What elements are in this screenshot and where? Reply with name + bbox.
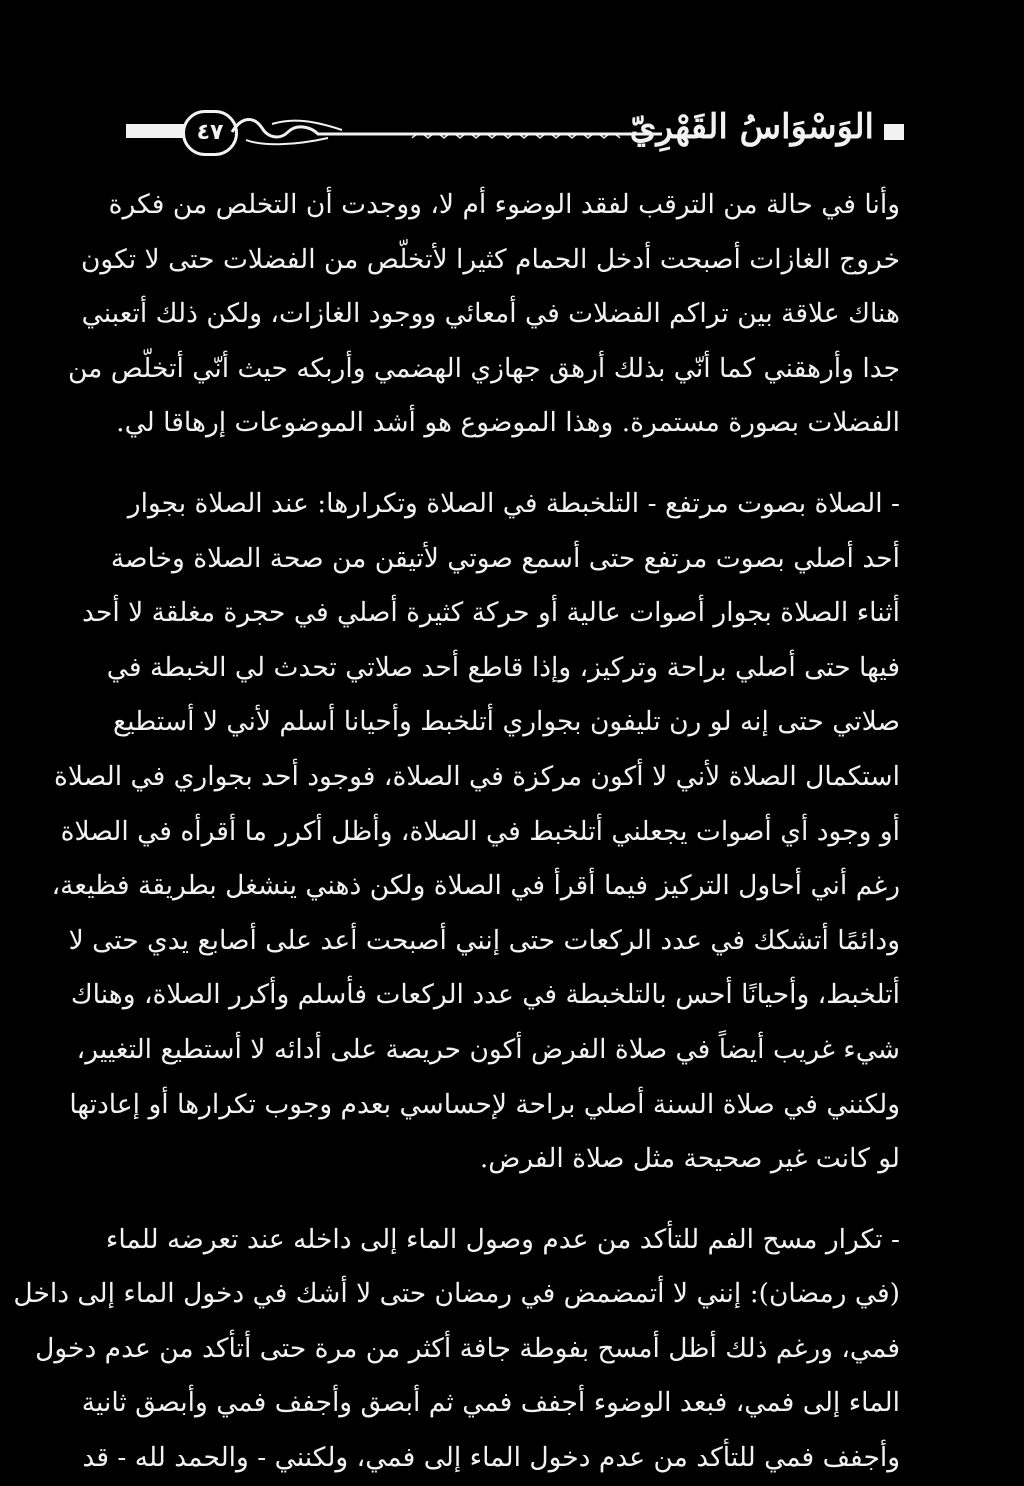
text-line: الفضلات بصورة مستمرة. وهذا الموضوع هو أشد الموضوعات إرهاقا لي. [116,407,900,439]
header-left-bar [126,124,186,138]
text-line: خروج الغازات أصبحت أدخل الحمام كثيرا لأتخلّص من الفضلات حتى لا تكون [80,243,900,275]
page-number: ٤٧ [196,120,224,145]
text-line: فيها حتى أصلي براحة وتركيز، وإذا قاطع أحد صلاتي تحدث لي الخبطة في [106,651,900,683]
body-text [13,178,900,1486]
text-line: أو وجود أي أصوات يجعلني أتلخبط في الصلاة، وأظل أكرر ما أقرأه في الصلاة [60,815,900,847]
text-line: أحد أصلي بصوت مرتفع حتى أسمع صوتي لأتيقن من صحة الصلاة وخاصة [110,542,900,574]
text-line: رغم أني أحاول التركيز فيما أقرأ في الصلاة ولكن ذهني ينشغل بطريقة فظيعة، [51,870,900,902]
text-line: وأجفف فمي للتأكد من عدم دخول الماء إلى فمي، ولكنني - والحمد لله - قد [82,1442,900,1474]
paragraph-gap [122,451,900,477]
header-title: الوَسْوَاسُ القَهْرِيّ [629,107,874,147]
text-line: ولكنني في صلاة السنة أصلي براحة لإحساسي بعدم وجوب تكرارها أو إعادتها [69,1088,900,1120]
text-line: صلاتي حتى إنه لو رن تليفون بجواري أتلخبط وأحيانا أسلم لأني لا أستطيع [113,706,900,738]
page-header [120,100,904,164]
text-line: - تكرار مسح الفم للتأكد من عدم وصول الماء إلى داخله عند تعرضه للماء [105,1223,900,1255]
text-line: جدا وأرهقني كما أنّي بذلك أرهق جهازي الهضمي وأربكه حيث أنّي أتخلّص من [67,352,900,384]
text-line: فمي، ورغم ذلك أظل أمسح بفوطة جافة أكثر من مرة حتى أتأكد من عدم دخول [35,1332,900,1364]
header-right-square [884,124,904,140]
paragraph-3 [13,1213,900,1486]
text-line: استكمال الصلاة لأني لا أكون مركزة في الصلاة، فوجود أحد بجواري في الصلاة [53,760,900,792]
text-line: شيء غريب أيضاً في صلاة الفرض أكون حريصة على أدائه لا أستطيع التغيير، [76,1033,900,1065]
paragraph-gap [122,1187,900,1213]
text-line: ودائمًا أتشكك في عدد الركعات حتى إنني أصبحت أعد على أصابع يدي حتى لا [68,924,900,956]
paragraph-1 [67,178,900,451]
text-line: وأنا في حالة من الترقب لفقد الوضوء أم لا، ووجدت أن التخلص من فكرة [108,189,900,220]
page-number-badge [182,110,238,156]
text-line: أتلخبط، وأحيانًا أحس بالتلخبطة في عدد الركعات فأسلم وأكرر الصلاة، وهناك [70,979,900,1011]
text-line: أثناء الصلاة بجوار أصوات عالية أو حركة كثيرة أصلي في حجرة مغلقة لا أحد [82,597,900,629]
text-line: الماء إلى فمي، فبعد الوضوء أجفف فمي ثم أبصق وأجفف فمي وأبصق ثانية [81,1387,900,1419]
paragraph-2 [51,477,900,1187]
text-line: لو كانت غير صحيحة مثل صلاة الفرض. [479,1143,900,1175]
header-ornament-line [232,110,662,154]
text-line: - الصلاة بصوت مرتفع - التلخبطة في الصلاة وتكرارها: عند الصلاة بجوار [127,487,900,519]
text-line: هناك علاقة بين تراكم الفضلات في أمعائي ووجود الغازات، ولكن ذلك أتعبني [81,298,900,330]
text-line: (في رمضان): إنني لا أتمضمض في رمضان حتى لا أشك في دخول الماء إلى داخل [13,1278,900,1310]
